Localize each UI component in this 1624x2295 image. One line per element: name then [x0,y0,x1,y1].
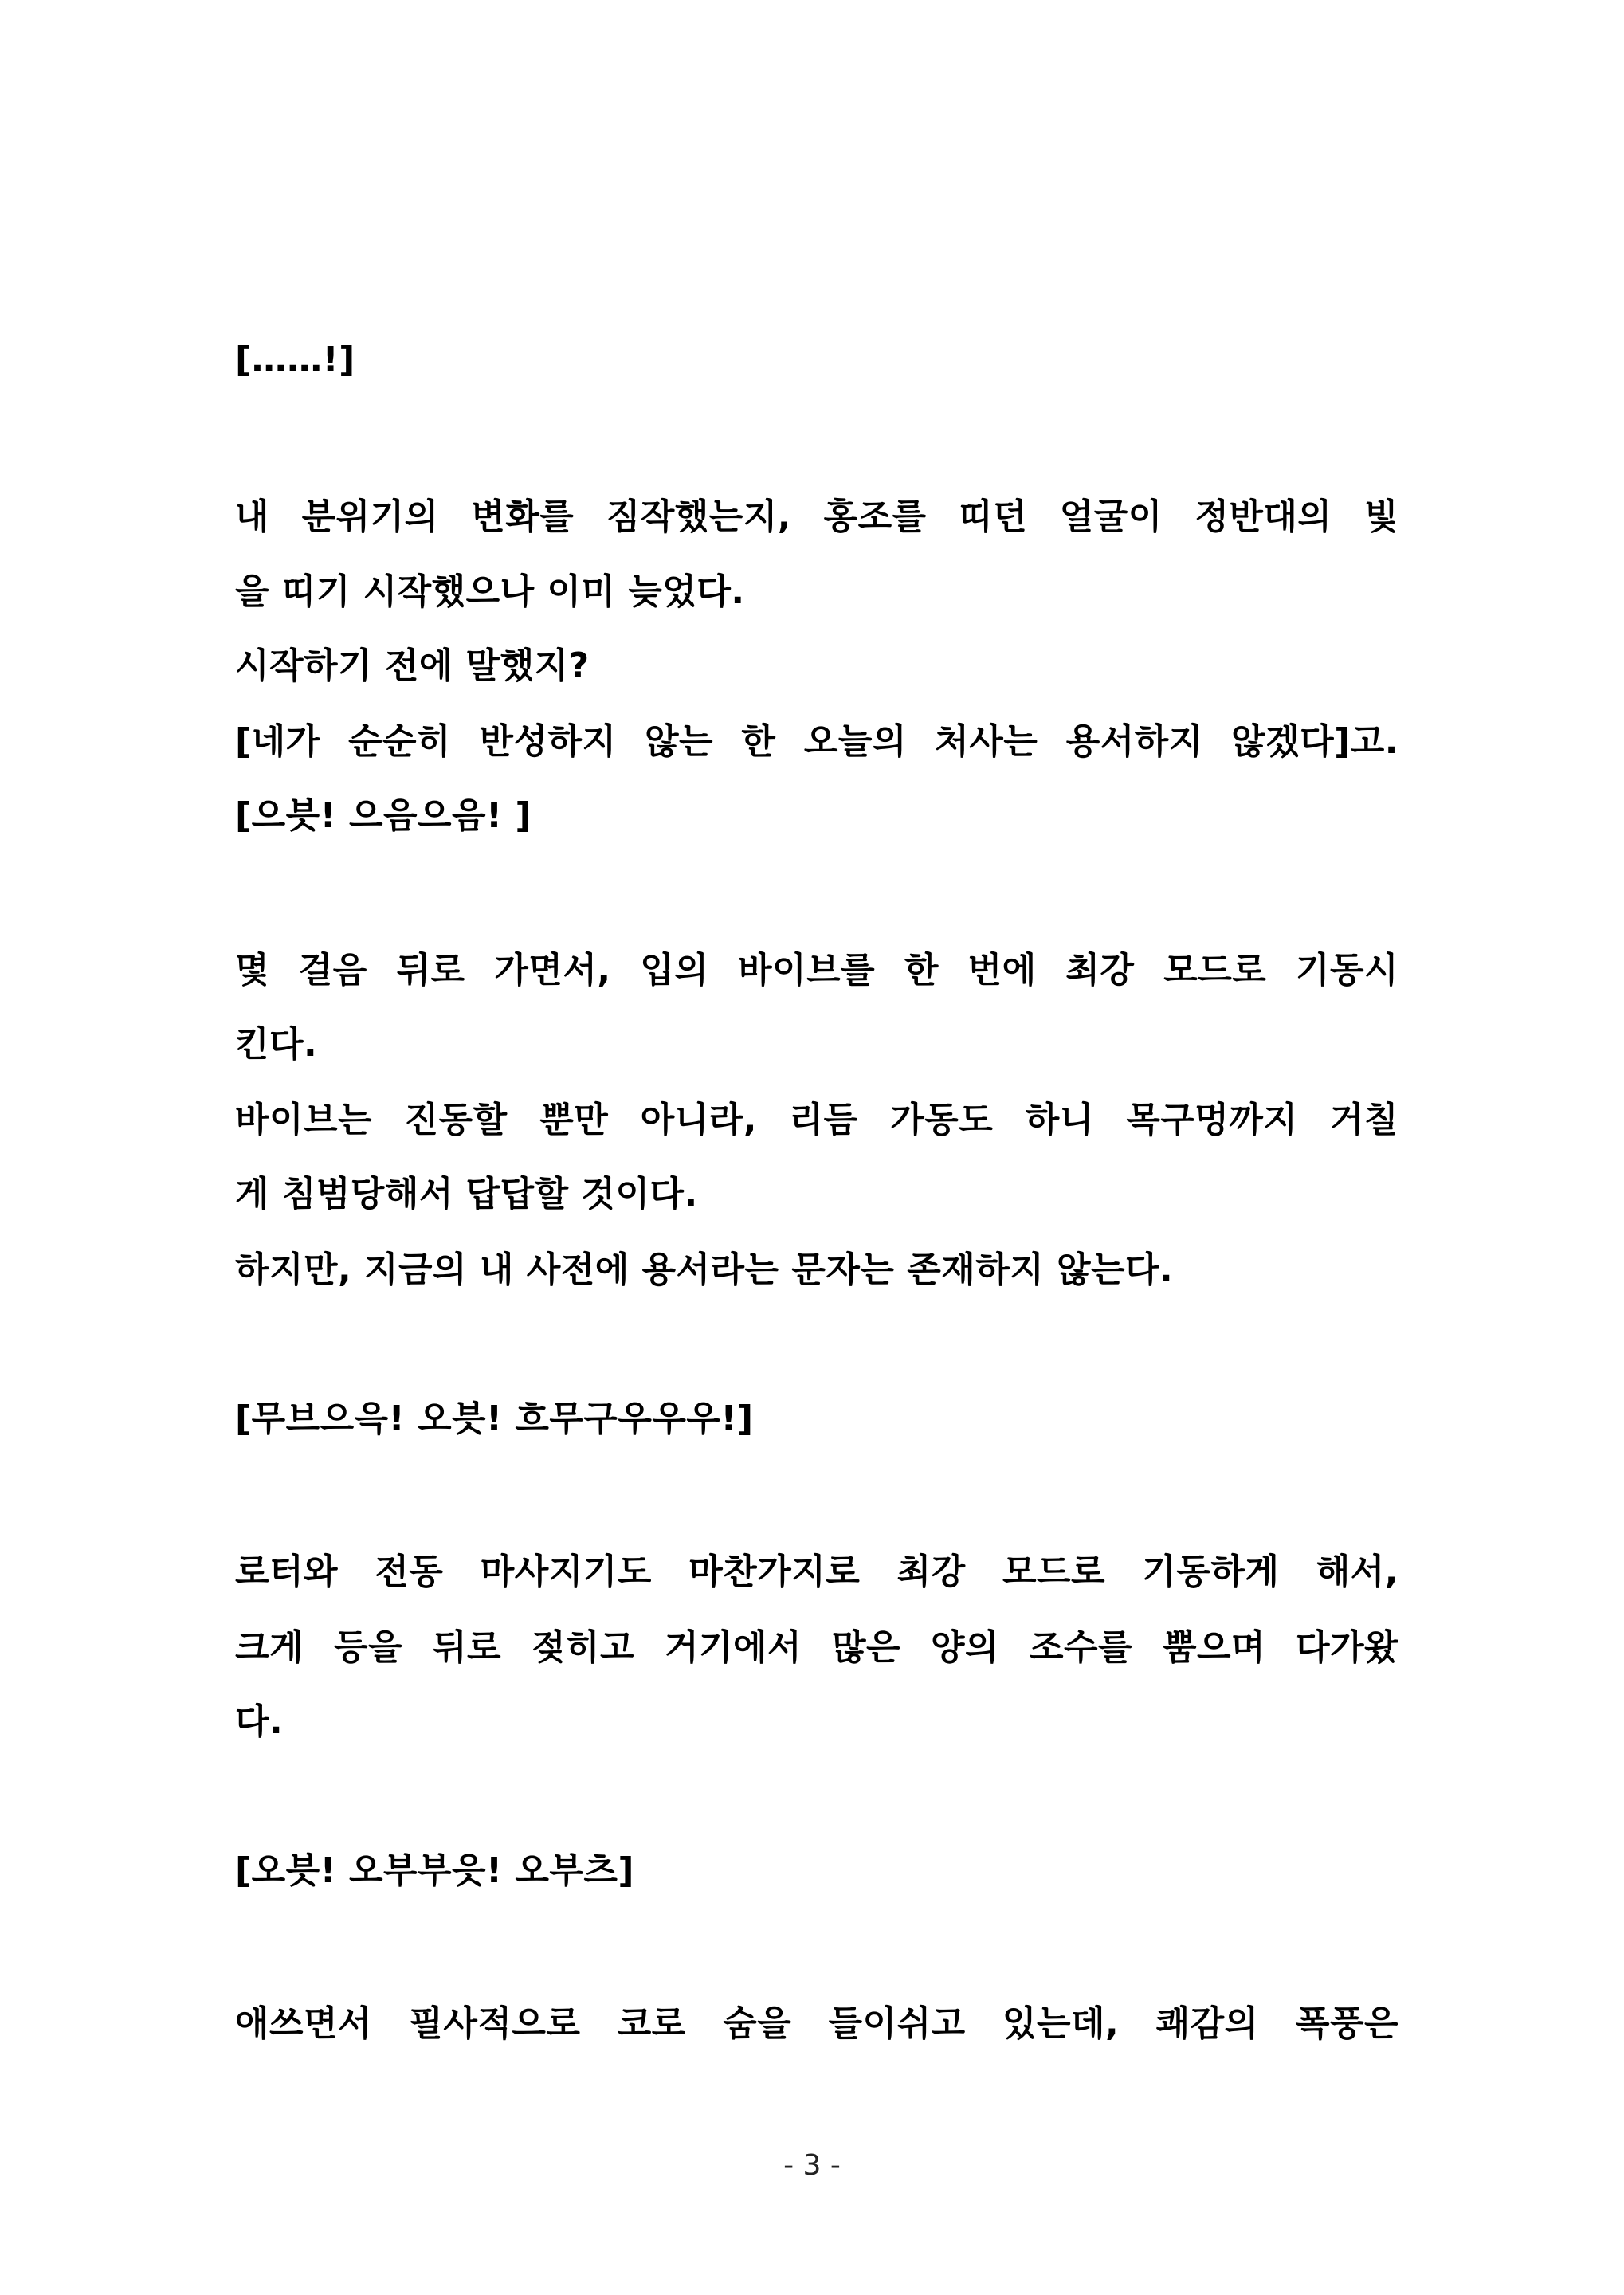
text-line: 바이브는 진동할 뿐만 아니라, 리듬 가동도 하니 목구멍까지 거칠 [235,1100,1398,1140]
text-line: [오븟! 오부부읏! 오부츠] [235,1850,635,1891]
text-line: 킨다. [235,1024,318,1065]
text-line: 을 띠기 시작했으나 이미 늦었다. [235,571,745,612]
text-line: [으븟! 으음으음! ] [235,795,532,836]
text-line: [……!] [235,339,355,380]
text-line: 다. [235,1701,284,1742]
text-line: 몇 걸음 뒤로 가면서, 입의 바이브를 한 번에 최강 모드로 기동시 [235,950,1398,991]
text-line: 시작하기 전에 말했지? [235,645,590,686]
text-line: [네가 순순히 반성하지 않는 한 오늘의 처사는 용서하지 않겠다]고. [235,721,1398,762]
text-line: 애쓰면서 필사적으로 코로 숨을 들이쉬고 있는데, 쾌감의 폭풍은 [235,2003,1398,2044]
text-line: 게 침범당해서 답답할 것이다. [235,1174,698,1214]
text-line: 내 분위기의 변화를 짐작했는지, 홍조를 띠던 얼굴이 정반대의 빛 [235,496,1398,537]
text-line: [무브으윽! 오븟! 흐무구우우우!] [235,1399,754,1439]
text-line: 로터와 전동 마사지기도 마찬가지로 최강 모드로 기동하게 해서, [235,1552,1398,1592]
text-line: 하지만, 지금의 내 사전에 용서라는 문자는 존재하지 않는다. [235,1250,1174,1290]
page-number: - 3 - [783,2149,841,2182]
text-line: 크게 등을 뒤로 젖히고 거기에서 많은 양의 조수를 뿜으며 다가왔 [235,1627,1398,1668]
